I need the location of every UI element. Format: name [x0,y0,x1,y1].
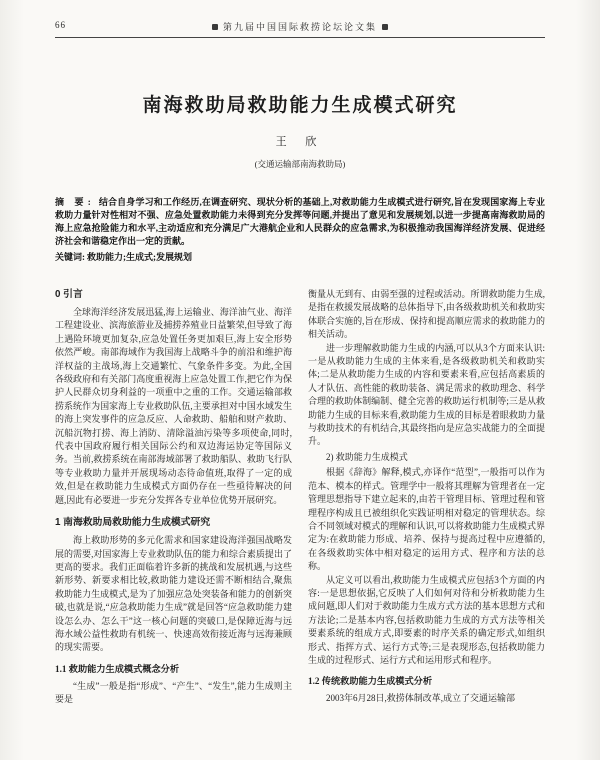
keywords-label: 关键词: [55,252,85,262]
author-name: 王 欣 [275,136,325,148]
left-column [55,288,292,707]
page-number: 66 [55,20,66,30]
numbered-item-2: 2) 救助能力生成模式 [326,451,408,462]
connotation-paragraph: 进一步理解救助能力生成的内涵,可以从3个方面来认识:一是从救助能力生成的主体来看,是各级救助机关和救助实体;二是从救助能力生成的内容和要素来看,应包括高素质的人才队伍、高性能的救助装备、满足需求的救助理念、科学合理的救助体制编制、健全完善的救助运行机制等;三是从救助能力生成的目标来看,救助能力生成的目标是着眼救助力量与救助技术的有机结合,其最终指向是应急实战能力的全面提升。 [308,342,545,447]
abstract [55,196,545,248]
continuation-paragraph: 衡量从无到有、由弱至强的过程或活动。所谓救助能力生成,是指在救援发展战略的总体指导下,由各级救助机关和救助实体联合实施的,旨在形成、保持和提高顺应需求的救助能力的相关活动。 [308,289,545,340]
keywords [55,251,545,264]
keywords-text: 救助能力;生成式;发展规划 [87,252,192,262]
section-heading-1: 1 南海救助局救助能力生成模式研究 [55,517,211,529]
author-affiliation: (交通运输部南海救助局) [254,159,346,169]
paper-title: 南海救助局救助能力生成模式研究 [142,95,458,116]
subsection1-2-paragraph-start: 2003年6月28日,救捞体制改革,成立了交通运输部 [326,693,516,704]
head-mark-left-icon [212,24,218,30]
two-column-body [55,288,545,707]
subsection1-1-paragraph-start: “生成”一般是指“形成”、“产生”、“发生”,能力生成则主要是 [55,680,292,705]
running-head-title-wrap [55,20,545,33]
head-mark-right-icon [382,24,388,30]
header-rule [55,37,545,38]
abstract-text: 结合自身学习和工作经历,在调查研究、现状分析的基础上,对救助能力生成模式进行研究,旨在发现国家海上专业救助力量针对性相对不强、应急处置救助能力未得到充分发挥等问题,并提出了意见和发展规划,以进一步提高南海救助局的海上应急抢险能力和水平,主动适应和充分满足广大港航企业和人民群众的应急需求,为积极推动我国海洋经济发展、促进经济社会和谐稳定作出一定的贡献。 [55,197,545,246]
definition-paragraph: 根据《辞海》解释,模式,亦译作“范型”,一般指可以作为范本、模本的样式。管理学中一般将其理解为管理者在一定管理思想指导下建立起来的,由若干管理目标、管理过程和管理程序构成且已被组织化实践证明相对稳定的管理状态。综合不同领域对模式的理解和认识,可以将救助能力生成模式界定为:在救助能力形成、培养、保持与提高过程中应遵循的,在各级救助实体中相对稳定的运用方式、程序和方法的总称。 [308,467,545,572]
section1-paragraph: 海上救助形势的多元化需求和国家建设海洋强国战略发展的需要,对国家海上专业救助队伍的能力和综合素质提出了更高的要求。我们正面临着许多新的挑战和发展机遇,与这些新形势、新要求相比较,救助能力建设还需不断相结合,聚焦救助能力生成模式,是为了加强应急处突装备和能力的创新突破,也就是说,“应急救助能力生成”就是回答“应急救助能力建设怎么办、怎么干”这一核心问题的突破口,是保障近海与远海水域公益性救助有机统一、快速高效衔接近海与远海兼顾的现实需要。 [55,535,292,653]
subsection-heading-1-2: 1.2 传统救助能力生成模式分析 [308,676,433,687]
subsection-heading-1-1: 1.1 救助能力生成模式概念分析 [55,663,180,674]
section-heading-0: 0 引言 [55,289,83,300]
intro-paragraph: 全球海洋经济发展迅猛,海上运输业、海洋油气业、海洋工程建设业、滨海旅游业及捕捞养殖业日益繁荣,但导致了海上遇险环境更加复杂,应急处置任务更加艰巨,海上安全形势依然严峻。南部海域作为我国海上战略斗争的前沿和维护海洋权益的主战场,海上交通繁忙、气象条件多变。为此,全国各级政府和有关部门高度重视海上应急处置工作,把它作为保护人民群众切身利益的一项重中之重的工作。交通运输部救捞系统作为国家海上专业救助队伍,主要承担对中国水域发生的海上突发事件的应急反应、人命救助、船舶和财产救助、沉船沉物打捞、海上消防、清除溢油污染等多项使命,同时,代表中国政府履行相关国际公约和双边海运协定等国际义务。当前,救捞系统在南部海域部署了救助船队、救助飞行队等专业救助力量并开展现场动态待命值班,取得了一定的成效,但是在救助能力生成模式方面仍存在一些亟待解决的问题,因此有必要进一步充分发挥各专业单位优势开展研究。 [55,307,292,505]
running-head-title: 第九届中国国际救捞论坛论文集 [222,22,377,32]
abstract-label: 摘 要: [55,197,95,207]
right-column [308,288,545,707]
content-aspects-paragraph: 从定义可以看出,救助能力生成模式应包括3个方面的内容:一是思想依据,它反映了人们如何对待和分析救助能力生成问题,即人们对于救助能力生成方式方法的基本思想方式和方法论;二是基本内容,包括救助能力生成的方式方法等相关要素系统的组成方式,即要素的时序关系的确定形式,如组织形式、指挥方式、运行方式等;三是表现形态,包括救助能力生成的过程形式、运行方式和运用形式和程序。 [308,574,545,665]
running-head [55,20,545,34]
